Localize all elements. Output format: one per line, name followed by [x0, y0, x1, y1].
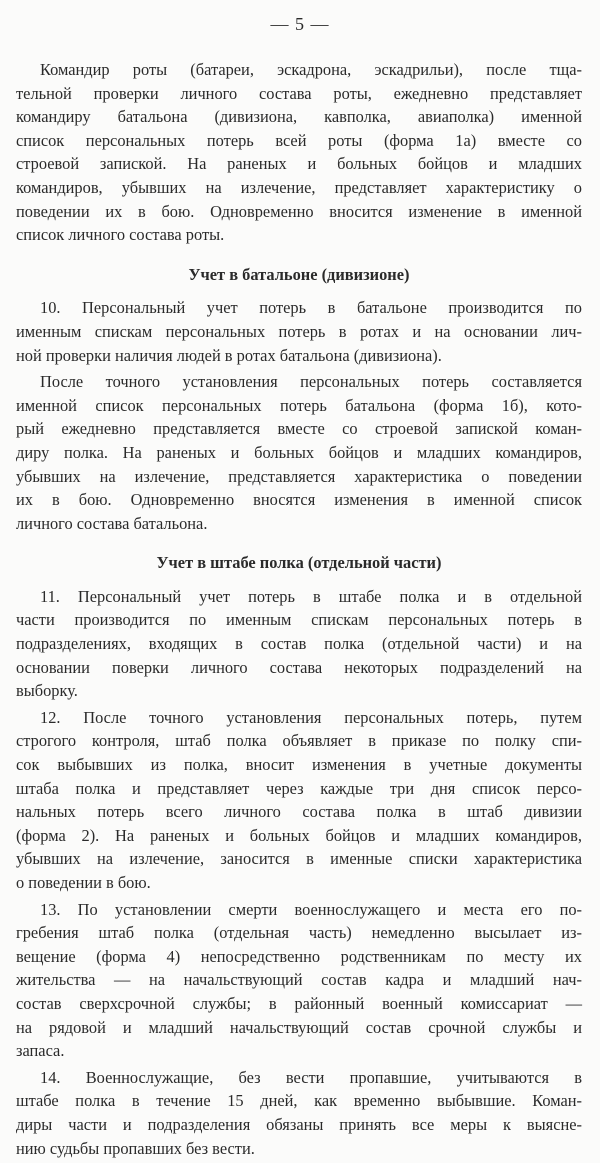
paragraph: [16, 296, 582, 367]
text-line: сок выбывших из полка, вносит изменения в учетные документы: [16, 755, 582, 775]
paragraph: [16, 898, 582, 1063]
text-line: командиру батальона (дивизиона, кавполка, авиаполка) именной: [16, 107, 582, 127]
text-line: штабе полка в течение 15 дней, как временно выбывшие. Коман-: [16, 1091, 582, 1111]
text-line: диру полка. На раненых и больных бойцов и младших командиров,: [16, 442, 582, 462]
text-line: строгого контроля, штаб полка объявляет в приказе по полку спи-: [16, 731, 582, 751]
text-line: жительства — на начальствующий состав кадра и младший нач-: [16, 970, 582, 990]
text-line: 11. Персональный учет потерь в штабе полка и в отдельной: [40, 586, 582, 606]
text-line: состав сверхсрочной службы; в районный военный комиссариат —: [16, 993, 582, 1013]
text-line: штаба полка и представляет через каждые три дня список персо-: [16, 778, 582, 798]
text-line: нальных потерь всего личного состава полка в штаб дивизии: [16, 802, 582, 822]
page-number: — 5 —: [270, 14, 330, 34]
section-heading: Учет в батальоне (дивизионе): [188, 264, 410, 284]
text-line: рый ежедневно представляется вместе со строевой запиской коман-: [16, 419, 582, 439]
text-line: список персональных потерь всей роты (форма 1а) вместе со: [16, 130, 582, 150]
paragraph: [16, 585, 582, 703]
text-line: убывших на излечение, представляется характеристика о поведении: [16, 466, 582, 486]
text-line: убывших на излечение, заносится в именные списки характеристика: [16, 849, 582, 869]
text-line: части производится по именным спискам персональных потерь в: [16, 610, 582, 630]
text-line: тельной проверки личного состава роты, ежедневно представляет: [16, 83, 582, 103]
text-line: После точного установления персональных потерь составляется: [40, 372, 582, 392]
section-heading: Учет в штабе полка (отдельной части): [156, 553, 442, 573]
paragraph: [16, 706, 582, 895]
text-line: именным спискам персональных потерь в ротах и на основании лич-: [16, 321, 582, 341]
text-line: диры части и подразделения обязаны принять все меры к выясне-: [16, 1114, 582, 1134]
text-line: поведении их в бою. Одновременно вносится изменение в именной: [16, 201, 582, 221]
text-line: их в бою. Одновременно вносятся изменения в именной список: [16, 490, 582, 510]
text-line: нию судьбы пропавших без вести.: [16, 1138, 255, 1158]
text-line: 12. После точного установления персональных потерь, путем: [40, 707, 582, 727]
document-body: [16, 58, 582, 1163]
paragraph: [16, 370, 582, 535]
text-line: подразделениях, входящих в состав полка (отдельной части) и на: [16, 634, 582, 654]
text-line: о поведении в бою.: [16, 873, 151, 892]
paragraph: [16, 1066, 582, 1160]
text-line: ной проверки наличия людей в ротах батальона (дивизиона).: [16, 345, 442, 365]
text-line: 13. По установлении смерти военнослужащего и места его по-: [40, 899, 582, 919]
text-line: (форма 2). На раненых и больных бойцов и младших командиров,: [16, 825, 582, 845]
text-line: на рядовой и младший начальствующий состав срочной службы и: [16, 1017, 582, 1037]
text-line: вещение (форма 4) непосредственно родственникам по месту их: [16, 946, 582, 966]
text-line: список личного состава роты.: [16, 225, 225, 245]
text-line: личного состава батальона.: [16, 513, 208, 533]
text-line: именной список персональных потерь батальона (форма 1б), кото-: [16, 395, 582, 415]
text-line: гребения штаб полка (отдельная часть) немедленно высылает из-: [16, 923, 582, 943]
text-line: основании поверки личного состава некоторых подразделений на: [16, 657, 582, 677]
text-line: командиров, убывших на излечение, представляет характеристику о: [16, 177, 582, 197]
text-line: 14. Военнослужащие, без вести пропавшие, учитываются в: [40, 1067, 582, 1087]
text-line: выборку.: [16, 681, 78, 701]
text-line: Командир роты (батареи, эскадрона, эскадрильи), после тща-: [40, 60, 582, 79]
text-line: строевой запиской. На раненых и больных бойцов и младших: [16, 154, 582, 174]
paragraph: [16, 58, 582, 247]
text-line: запаса.: [16, 1041, 65, 1061]
text-line: 10. Персональный учет потерь в батальоне производится по: [40, 298, 582, 318]
